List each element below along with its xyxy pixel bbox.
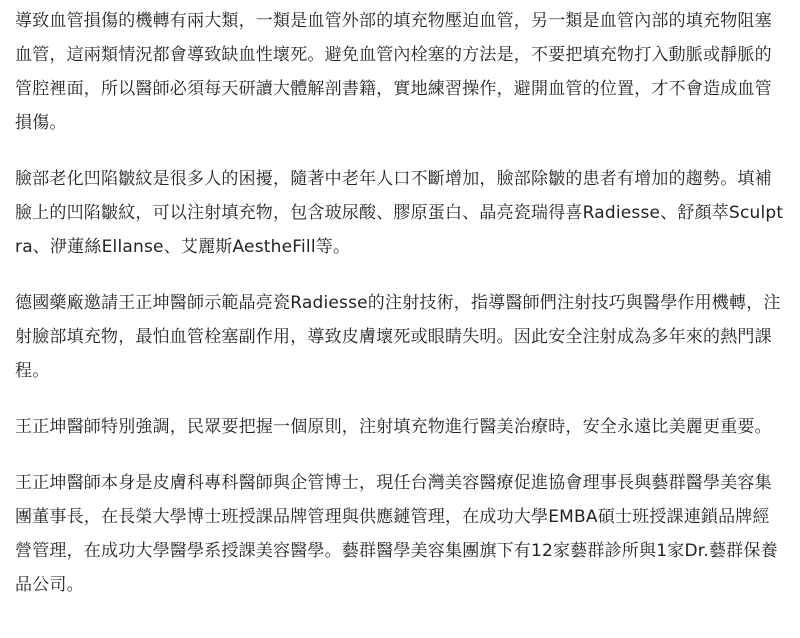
paragraph-facial-aging: 臉部老化凹陷皺紋是很多人的困擾，隨著中老年人口不斷增加，臉部除皺的患者有增加的趨勢。填補臉上的凹陷皺紋，可以注射填充物，包含玻尿酸、膠原蛋白、晶亮瓷瑞得喜Radiesse、舒顏萃Sculptra、洢蓮絲Ellanse、艾麗斯AestheFill等。 (15, 169, 784, 257)
paragraph-radiesse-training: 德國藥廠邀請王正坤醫師示範晶亮瓷Radiesse的注射技術，指導醫師們注射技巧與醫學作用機轉，注射臉部填充物，最怕血管栓塞副作用，導致皮膚壞死或眼睛失明。因此安全注射成為多年來的熱門課程。 (15, 293, 781, 381)
paragraph-doctor-background: 王正坤醫師本身是皮膚科專科醫師與企管博士，現任台灣美容醫療促進協會理事長與藝群醫學美容集團董事長，在長榮大學博士班授課品牌管理與供應鏈管理，在成功大學EMBA碩士班授課連鎖品牌經營管理，在成功大學醫學系授課美容醫學。藝群醫學美容集團旗下有12家藝群診所與1家Dr.藝群保養品公司。 (15, 473, 778, 595)
paragraph-vascular-injury: 導致血管損傷的機轉有兩大類，一類是血管外部的填充物壓迫血管，另一類是血管內部的填充物阻塞血管，這兩類情況都會導致缺血性壞死。避免血管內栓塞的方法是，不要把填充物打入動脈或靜脈的管腔裡面，所以醫師必須每天研讀大體解剖書籍，實地練習操作，避開血管的位置，才不會造成血管損傷。 (15, 11, 772, 133)
paragraph-safety-principle: 王正坤醫師特別強調，民眾要把握一個原則，注射填充物進行醫美治療時，安全永遠比美麗更重要。 (15, 417, 772, 437)
